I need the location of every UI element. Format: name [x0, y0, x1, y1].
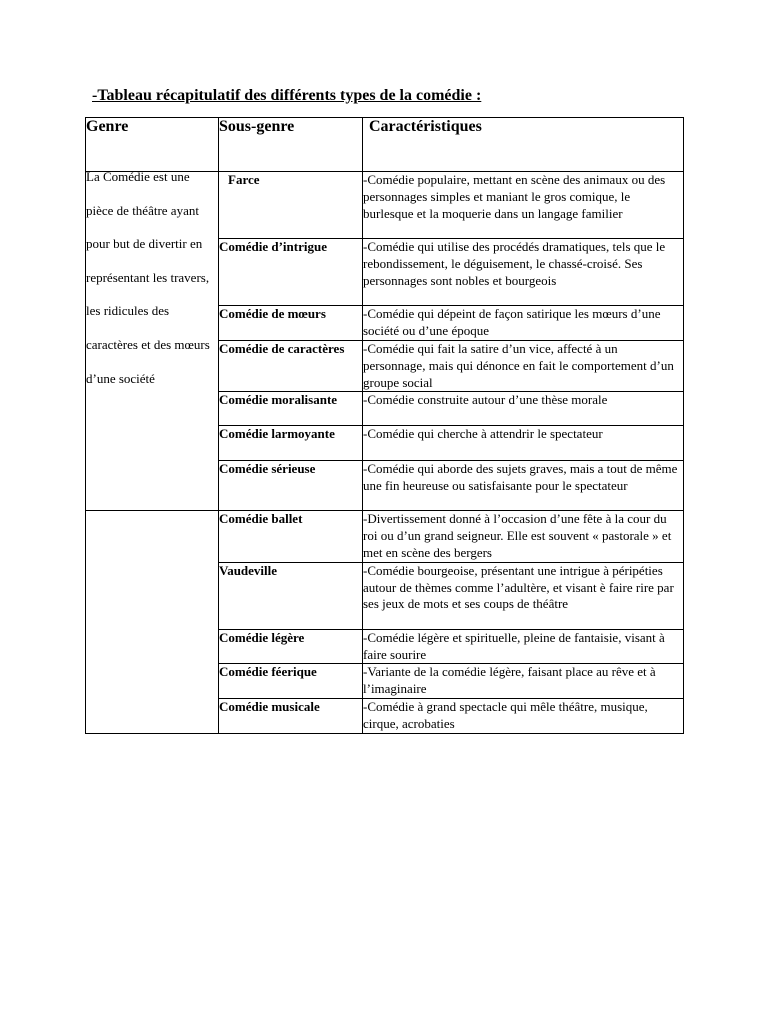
- caracteristiques-cell: -Comédie populaire, mettant en scène des animaux ou des personnages simples et maniant le gros comique, le burlesque et la moquerie dans un langage familier: [363, 172, 684, 239]
- sous-genre-cell: Comédie musicale: [219, 698, 363, 733]
- table-row: [86, 172, 684, 239]
- caracteristiques-cell: -Divertissement donné à l’occasion d’une fête à la cour du roi ou d’un grand seigneur. Elle est souvent « pastorale » et met en scène des bergers: [363, 511, 684, 562]
- sous-genre-cell: Comédie moralisante: [219, 392, 363, 426]
- sous-genre-cell: Comédie d’intrigue: [219, 239, 363, 306]
- caracteristiques-cell: -Comédie à grand spectacle qui mêle théâtre, musique, cirque, acrobaties: [363, 698, 684, 733]
- sous-genre-cell: Comédie légère: [219, 629, 363, 664]
- header-sous-genre: Sous-genre: [219, 118, 363, 172]
- caracteristiques-cell: -Comédie qui cherche à attendrir le spectateur: [363, 426, 684, 461]
- caracteristiques-cell: -Comédie qui fait la satire d’un vice, affecté à un personnage, mais qui dénonce en fait le comportement d’un groupe social: [363, 341, 684, 392]
- caracteristiques-cell: -Comédie qui utilise des procédés dramatiques, tels que le rebondissement, le déguisement, le chassé-croisé. Ses personnages sont nobles et bourgeois: [363, 239, 684, 306]
- sous-genre-cell: Comédie sérieuse: [219, 461, 363, 511]
- sous-genre-cell: Comédie de mœurs: [219, 306, 363, 341]
- header-genre: Genre: [86, 118, 219, 172]
- caracteristiques-cell: -Comédie construite autour d’une thèse morale: [363, 392, 684, 426]
- sous-genre-cell: Comédie féerique: [219, 664, 363, 699]
- caracteristiques-cell: -Comédie qui dépeint de façon satirique les mœurs d’une société ou d’une époque: [363, 306, 684, 341]
- table-row: [86, 511, 684, 562]
- header-caracteristiques: Caractéristiques: [363, 118, 684, 172]
- sous-genre-cell: Comédie de caractères: [219, 341, 363, 392]
- comedy-types-table: [85, 117, 684, 734]
- caracteristiques-cell: -Comédie légère et spirituelle, pleine de fantaisie, visant à faire sourire: [363, 629, 684, 664]
- sous-genre-cell: Vaudeville: [219, 562, 363, 629]
- genre-description: La Comédie est une pièce de théâtre ayant pour but de divertir en représentant les travers, les ridicules des caractères et des mœurs d’une société: [86, 169, 210, 386]
- genre-cell-empty: [86, 511, 219, 734]
- caracteristiques-cell: -Comédie bourgeoise, présentant une intrigue à péripéties autour de thèmes comme l’adultère, et visant è faire rire par ses jeux de mots et ses coups de théâtre: [363, 562, 684, 629]
- sous-genre-cell: Comédie ballet: [219, 511, 363, 562]
- caracteristiques-cell: -Comédie qui aborde des sujets graves, mais a tout de même une fin heureuse ou satisfaisante pour le spectateur: [363, 461, 684, 511]
- caracteristiques-cell: -Variante de la comédie légère, faisant place au rêve et à l’imaginaire: [363, 664, 684, 699]
- sous-genre-cell: Farce: [219, 172, 363, 239]
- page-title: -Tableau récapitulatif des différents types de la comédie :: [92, 87, 482, 104]
- sous-genre-cell: Comédie larmoyante: [219, 426, 363, 461]
- genre-cell: [86, 169, 219, 511]
